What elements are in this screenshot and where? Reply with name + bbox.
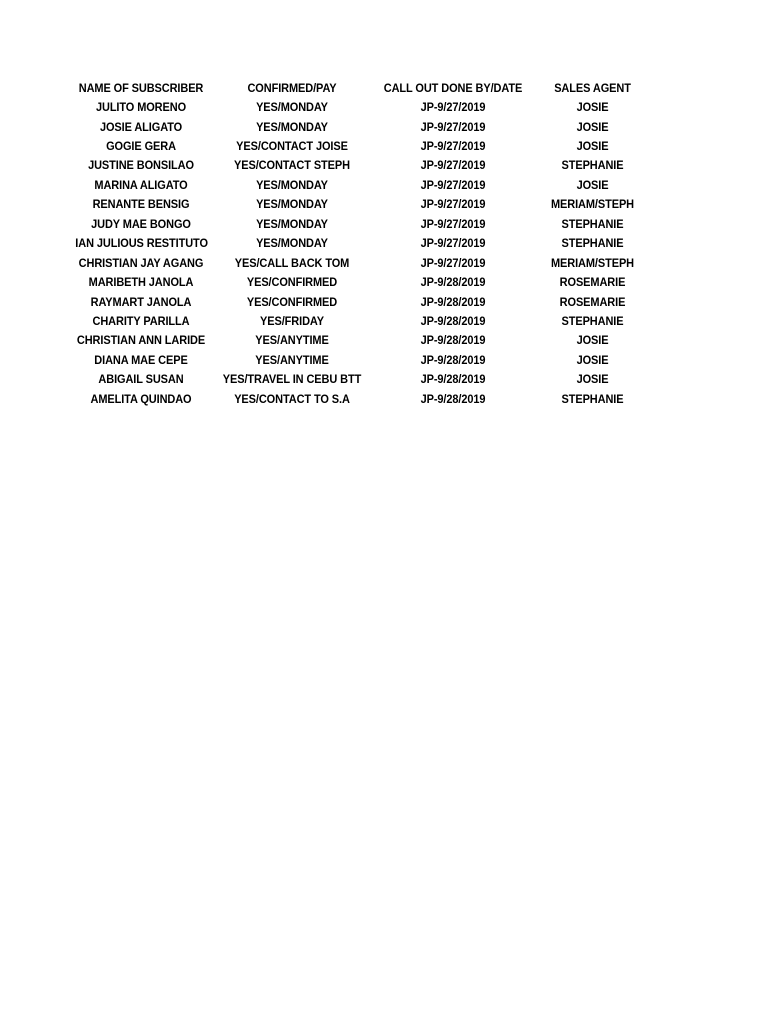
table-row <box>68 156 668 175</box>
sales-agent-cell: ROSEMARIE <box>559 275 626 290</box>
subscriber-name-cell: JUDY MAE BONGO <box>91 216 191 231</box>
call-out-cell: JP-9/27/2019 <box>420 255 486 270</box>
header-name-of-subscriber: NAME OF SUBSCRIBER <box>78 80 204 95</box>
subscriber-name-cell: AMELITA QUINDAO <box>90 391 192 406</box>
call-out-cell: JP-9/27/2019 <box>420 139 486 154</box>
confirmed-pay-cell: YES/CONTACT JOISE <box>236 139 348 154</box>
table-row <box>68 311 668 330</box>
subscriber-table <box>68 78 668 408</box>
confirmed-pay-cell: YES/FRIDAY <box>260 313 324 328</box>
table-row <box>68 253 668 272</box>
call-out-cell: JP-9/28/2019 <box>420 333 486 348</box>
sales-agent-cell: STEPHANIE <box>561 313 624 328</box>
table-row <box>68 350 668 369</box>
sales-agent-cell: JOSIE <box>576 100 609 115</box>
confirmed-pay-cell: YES/MONDAY <box>256 216 328 231</box>
confirmed-pay-cell: YES/ANYTIME <box>255 352 329 367</box>
call-out-cell: JP-9/28/2019 <box>420 352 486 367</box>
table-row <box>68 136 668 155</box>
table-row <box>68 97 668 116</box>
call-out-cell: JP-9/28/2019 <box>420 391 486 406</box>
header-confirmed-pay: CONFIRMED/PAY <box>247 80 337 95</box>
subscriber-name-cell: CHRISTIAN JAY AGANG <box>78 255 204 270</box>
call-out-cell: JP-9/27/2019 <box>420 158 486 173</box>
table-row <box>68 272 668 291</box>
table-row <box>68 234 668 253</box>
sales-agent-cell: JOSIE <box>576 333 609 348</box>
subscriber-name-cell: RENANTE BENSIG <box>92 197 190 212</box>
call-out-cell: JP-9/27/2019 <box>420 197 486 212</box>
confirmed-pay-cell: YES/CONTACT TO S.A <box>234 391 350 406</box>
header-sales-agent: SALES AGENT <box>554 80 631 95</box>
subscriber-name-cell: RAYMART JANOLA <box>90 294 192 309</box>
table-row <box>68 117 668 136</box>
sales-agent-cell: JOSIE <box>576 177 609 192</box>
table-row <box>68 214 668 233</box>
sales-agent-cell: JOSIE <box>576 139 609 154</box>
call-out-cell: JP-9/27/2019 <box>420 177 486 192</box>
subscriber-name-cell: CHRISTIAN ANN LARIDE <box>76 333 206 348</box>
table-row <box>68 292 668 311</box>
confirmed-pay-cell: YES/MONDAY <box>256 119 328 134</box>
confirmed-pay-cell: YES/CALL BACK TOM <box>234 255 350 270</box>
confirmed-pay-cell: YES/MONDAY <box>256 100 328 115</box>
call-out-cell: JP-9/27/2019 <box>420 119 486 134</box>
subscriber-name-cell: DIANA MAE CEPE <box>94 352 188 367</box>
table-row <box>68 389 668 408</box>
subscriber-name-cell: MARINA ALIGATO <box>94 177 188 192</box>
confirmed-pay-cell: YES/TRAVEL IN CEBU BTT <box>222 372 362 387</box>
confirmed-pay-cell: YES/CONFIRMED <box>246 294 338 309</box>
confirmed-pay-cell: YES/CONTACT STEPH <box>234 158 350 173</box>
subscriber-name-cell: GOGIE GERA <box>106 139 176 154</box>
table-header-row <box>68 78 668 97</box>
table-row <box>68 370 668 389</box>
sales-agent-cell: STEPHANIE <box>561 391 624 406</box>
confirmed-pay-cell: YES/MONDAY <box>256 197 328 212</box>
call-out-cell: JP-9/27/2019 <box>420 100 486 115</box>
sales-agent-cell: MERIAM/STEPH <box>550 255 635 270</box>
confirmed-pay-cell: YES/ANYTIME <box>255 333 329 348</box>
call-out-cell: JP-9/28/2019 <box>420 372 486 387</box>
subscriber-name-cell: JOSIE ALIGATO <box>99 119 183 134</box>
confirmed-pay-cell: YES/MONDAY <box>256 236 328 251</box>
subscriber-name-cell: CHARITY PARILLA <box>92 313 190 328</box>
sales-agent-cell: STEPHANIE <box>561 216 624 231</box>
call-out-cell: JP-9/27/2019 <box>420 216 486 231</box>
sales-agent-cell: JOSIE <box>576 352 609 367</box>
subscriber-name-cell: JUSTINE BONSILAO <box>88 158 194 173</box>
header-call-out-done-by-date: CALL OUT DONE BY/DATE <box>383 80 523 95</box>
confirmed-pay-cell: YES/MONDAY <box>256 177 328 192</box>
table-body <box>68 97 668 408</box>
call-out-cell: JP-9/28/2019 <box>420 313 486 328</box>
sales-agent-cell: STEPHANIE <box>561 236 624 251</box>
subscriber-name-cell: MARIBETH JANOLA <box>88 275 194 290</box>
table-row <box>68 175 668 194</box>
subscriber-name-cell: IAN JULIOUS RESTITUTO <box>75 236 208 251</box>
sales-agent-cell: JOSIE <box>576 372 609 387</box>
call-out-cell: JP-9/28/2019 <box>420 294 486 309</box>
call-out-cell: JP-9/28/2019 <box>420 275 486 290</box>
sales-agent-cell: MERIAM/STEPH <box>550 197 635 212</box>
call-out-cell: JP-9/27/2019 <box>420 236 486 251</box>
table-row <box>68 195 668 214</box>
sales-agent-cell: ROSEMARIE <box>559 294 626 309</box>
sales-agent-cell: STEPHANIE <box>561 158 624 173</box>
table-row <box>68 331 668 350</box>
subscriber-name-cell: JULITO MORENO <box>95 100 187 115</box>
confirmed-pay-cell: YES/CONFIRMED <box>246 275 338 290</box>
subscriber-name-cell: ABIGAIL SUSAN <box>98 372 184 387</box>
sales-agent-cell: JOSIE <box>576 119 609 134</box>
